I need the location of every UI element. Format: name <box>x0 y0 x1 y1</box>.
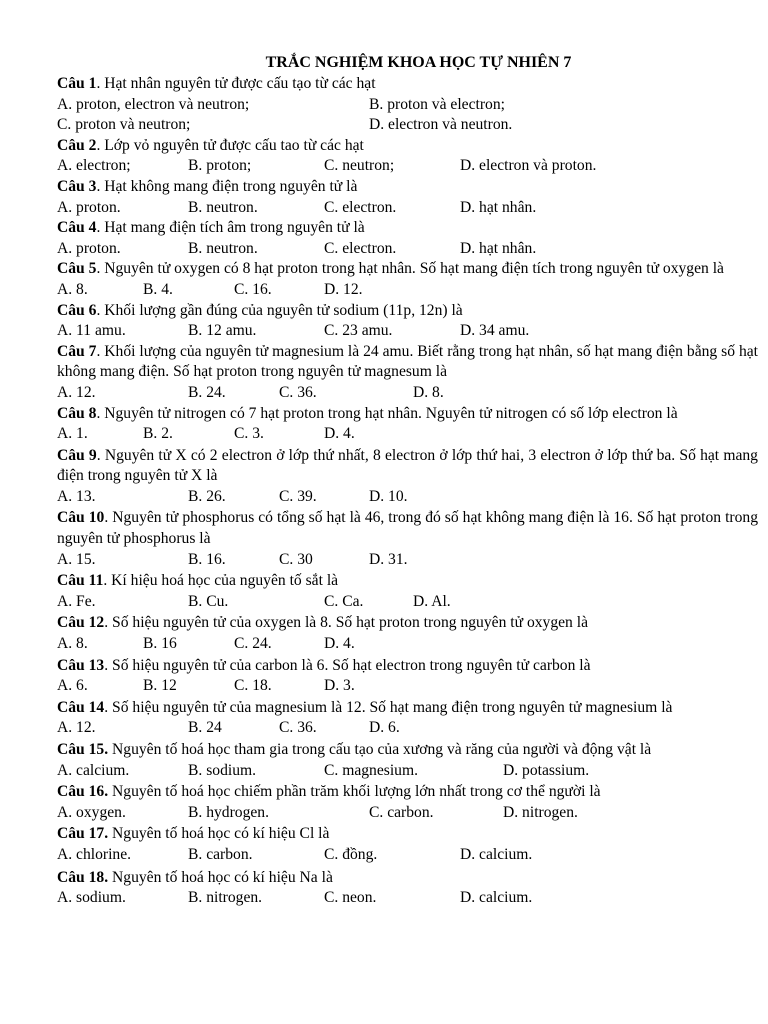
question-label: Câu 16. <box>57 783 109 801</box>
option-b[interactable]: B. Cu. <box>188 592 229 610</box>
option-a[interactable]: A. sodium. <box>57 889 126 907</box>
options-row <box>57 487 758 508</box>
option-d[interactable]: D. electron và proton. <box>460 157 597 175</box>
options-row <box>57 845 758 866</box>
question-8 <box>57 404 758 425</box>
question-text: . Khối lượng gần đúng của nguyên tử sodium (11p, 12n) là <box>96 301 463 319</box>
question-text: . Khối lượng của nguyên tử magnesium là 24 amu. Biết rằng trong hạt nhân, số hạt mang điện bằng số hạt không mang điện. Số hạt proton trong nguyên tử magnesum là <box>57 342 758 381</box>
option-d[interactable]: D. calcium. <box>460 889 533 907</box>
options-row <box>57 592 758 613</box>
question-1 <box>57 74 758 95</box>
question-text: . Hạt không mang điện trong nguyên tử là <box>96 177 358 195</box>
option-c[interactable]: C. 36. <box>279 719 317 737</box>
options-row <box>57 803 758 824</box>
question-label: Câu 10 <box>57 509 105 527</box>
question-text: . Số hiệu nguyên tử của carbon là 6. Số hạt electron trong nguyên tử carbon là <box>104 656 591 674</box>
option-a[interactable]: A. calcium. <box>57 761 130 779</box>
option-a[interactable]: A. 8. <box>57 280 88 298</box>
option-d[interactable]: D. 31. <box>369 550 408 568</box>
option-c[interactable]: C. proton và neutron; <box>57 116 191 134</box>
options-row <box>57 718 758 739</box>
option-d[interactable]: D. hạt nhân. <box>460 239 537 257</box>
option-a[interactable]: A. 1. <box>57 425 88 443</box>
question-text: . Số hiệu nguyên tử của magnesium là 12. Số hạt mang điện trong nguyên tử magnesium là <box>104 698 673 716</box>
options-row <box>57 321 758 342</box>
option-d[interactable]: D. 34 amu. <box>460 322 530 340</box>
option-a[interactable]: A. 8. <box>57 635 88 653</box>
question-3 <box>57 177 758 198</box>
option-b[interactable]: B. 24 <box>188 719 222 737</box>
question-label: Câu 15. <box>57 741 109 758</box>
option-a[interactable]: A. 11 amu. <box>57 322 126 340</box>
question-label: Câu 13 <box>57 656 105 674</box>
option-c[interactable]: C. magnesium. <box>324 761 418 779</box>
question-17 <box>57 824 758 845</box>
option-d[interactable]: D. hạt nhân. <box>460 198 537 216</box>
option-d[interactable]: D. electron và neutron. <box>369 116 513 134</box>
question-text: . Nguyên tử X có 2 electron ở lớp thứ nhất, 8 electron ở lớp thứ hai, 3 electron ở lớp thứ ba. Số hạt mang điện trong nguyên tử X là <box>57 446 758 485</box>
question-text: . Lớp vỏ nguyên tử được cấu tao từ các hạt <box>96 136 364 154</box>
question-label: Câu 12 <box>57 614 105 632</box>
question-4 <box>57 218 758 239</box>
options-row <box>57 383 758 404</box>
option-b[interactable]: B. 24. <box>188 383 226 401</box>
options-row <box>57 676 758 697</box>
options-row <box>57 95 758 116</box>
option-c[interactable]: C. electron. <box>324 198 397 216</box>
option-b[interactable]: B. 2. <box>143 425 173 443</box>
question-label: Câu 5 <box>57 260 97 278</box>
question-5 <box>57 259 758 280</box>
option-a[interactable]: A. 12. <box>57 719 96 737</box>
option-c[interactable]: C. 39. <box>279 487 317 505</box>
question-label: Câu 2 <box>57 136 97 154</box>
option-b[interactable]: B. proton; <box>188 157 252 175</box>
option-c[interactable]: C. 30 <box>279 550 313 568</box>
question-6 <box>57 301 758 322</box>
option-d[interactable]: D. 8. <box>413 383 444 401</box>
question-text: . Số hiệu nguyên tử của oxygen là 8. Số hạt proton trong nguyên tử oxygen là <box>104 614 589 632</box>
option-a[interactable]: A. proton, electron và neutron; <box>57 95 250 113</box>
question-9 <box>57 446 758 487</box>
option-b[interactable]: B. proton và electron; <box>369 95 505 113</box>
option-b[interactable]: B. neutron. <box>188 239 258 257</box>
options-row <box>57 424 758 445</box>
option-b[interactable]: B. 26. <box>188 487 226 505</box>
question-text: Nguyên tố hoá học có kí hiệu Na là <box>108 868 333 886</box>
option-d[interactable]: D. Al. <box>413 592 451 610</box>
option-a[interactable]: A. chlorine. <box>57 845 132 863</box>
option-d[interactable]: D. nitrogen. <box>503 803 578 821</box>
option-c[interactable]: C. 16. <box>234 280 272 298</box>
options-row <box>57 115 758 136</box>
question-text: Nguyên tố hoá học có kí hiệu Cl là <box>108 825 330 843</box>
question-list <box>57 74 758 909</box>
option-b[interactable]: B. 12 amu. <box>188 322 257 340</box>
question-11 <box>57 571 758 592</box>
option-a[interactable]: A. proton. <box>57 239 121 257</box>
options-row <box>57 239 758 260</box>
question-text: Nguyên tố hoá học chiếm phần trăm khối lượng lớn nhất trong cơ thể người là <box>108 783 601 801</box>
question-text: . Hạt nhân nguyên tử được cấu tạo từ các hạt <box>96 75 376 92</box>
question-label: Câu 8 <box>57 404 97 422</box>
option-c[interactable]: C. 36. <box>279 383 317 401</box>
options-row <box>57 634 758 655</box>
question-label: Câu 9 <box>57 446 97 464</box>
question-label: Câu 17. <box>57 825 109 843</box>
options-row <box>57 888 758 909</box>
options-row <box>57 761 758 782</box>
options-row <box>57 156 758 177</box>
question-label: Câu 11 <box>57 572 104 590</box>
option-b[interactable]: B. 16. <box>188 550 226 568</box>
question-label: Câu 6 <box>57 301 97 319</box>
option-c[interactable]: C. 18. <box>234 677 272 695</box>
question-text: . Nguyên tử nitrogen có 7 hạt proton trong hạt nhân. Nguyên tử nitrogen có số lớp electron là <box>96 404 678 422</box>
question-text: . Kí hiệu hoá học của nguyên tố sắt là <box>103 572 339 590</box>
option-d[interactable]: D. 4. <box>324 425 355 443</box>
option-b[interactable]: B. 4. <box>143 280 173 298</box>
option-c[interactable]: C. carbon. <box>369 803 434 821</box>
option-c[interactable]: C. neon. <box>324 889 377 907</box>
option-a[interactable]: A. proton. <box>57 198 121 216</box>
question-7 <box>57 342 758 383</box>
option-d[interactable]: D. 6. <box>369 719 400 737</box>
question-text: . Nguyên tử phosphorus có tổng số hạt là 46, trong đó số hạt không mang điện là 16. Số hạt proton trong nguyên tử phosphorus là <box>57 509 758 548</box>
question-label: Câu 4 <box>57 219 97 237</box>
question-13 <box>57 656 758 677</box>
question-text: . Nguyên tử oxygen có 8 hạt proton trong hạt nhân. Số hạt mang điện tích trong nguyên tử oxygen là <box>96 260 724 278</box>
options-row <box>57 280 758 301</box>
question-10 <box>57 508 758 549</box>
option-c[interactable]: C. Ca. <box>324 592 364 610</box>
option-b[interactable]: B. sodium. <box>188 761 257 779</box>
option-c[interactable]: C. 24. <box>234 635 272 653</box>
option-d[interactable]: D. potassium. <box>503 761 590 779</box>
option-d[interactable]: D. 12. <box>324 280 363 298</box>
option-b[interactable]: B. neutron. <box>188 198 258 216</box>
option-b[interactable]: B. 12 <box>143 677 177 695</box>
option-c[interactable]: C. 3. <box>234 425 264 443</box>
option-d[interactable]: D. calcium. <box>460 845 533 863</box>
question-label: Câu 18. <box>57 868 109 886</box>
option-c[interactable]: C. electron. <box>324 239 397 257</box>
option-a[interactable]: A. Fe. <box>57 592 96 610</box>
option-a[interactable]: A. 15. <box>57 550 96 568</box>
option-b[interactable]: B. 16 <box>143 635 177 653</box>
option-c[interactable]: C. neutron; <box>324 157 395 175</box>
option-d[interactable]: D. 10. <box>369 487 408 505</box>
question-label: Câu 3 <box>57 177 97 195</box>
question-2 <box>57 136 758 157</box>
option-b[interactable]: B. nitrogen. <box>188 889 263 907</box>
page-title: TRẮC NGHIỆM KHOA HỌC TỰ NHIÊN 7 <box>265 54 572 71</box>
option-a[interactable]: A. electron; <box>57 157 131 175</box>
question-16 <box>57 782 758 803</box>
question-14 <box>57 698 758 719</box>
options-row <box>57 550 758 571</box>
option-a[interactable]: A. 6. <box>57 677 88 695</box>
question-label: Câu 7 <box>57 342 97 360</box>
question-18 <box>57 868 758 889</box>
question-text: . Hạt mang điện tích âm trong nguyên tử là <box>96 219 365 237</box>
option-c[interactable]: C. 23 amu. <box>324 322 393 340</box>
option-d[interactable]: D. 3. <box>324 677 355 695</box>
question-label: Câu 1 <box>57 75 97 92</box>
question-12 <box>57 613 758 634</box>
option-d[interactable]: D. 4. <box>324 635 355 653</box>
question-label: Câu 14 <box>57 698 105 716</box>
option-a[interactable]: A. 13. <box>57 487 96 505</box>
option-a[interactable]: A. 12. <box>57 383 96 401</box>
question-text: Nguyên tố hoá học tham gia trong cấu tạo của xương và răng của người và động vật là <box>108 741 652 758</box>
option-b[interactable]: B. hydrogen. <box>188 803 269 821</box>
option-b[interactable]: B. carbon. <box>188 845 253 863</box>
option-c[interactable]: C. đồng. <box>324 845 378 863</box>
options-row <box>57 198 758 219</box>
question-15 <box>57 740 758 761</box>
option-a[interactable]: A. oxygen. <box>57 803 126 821</box>
